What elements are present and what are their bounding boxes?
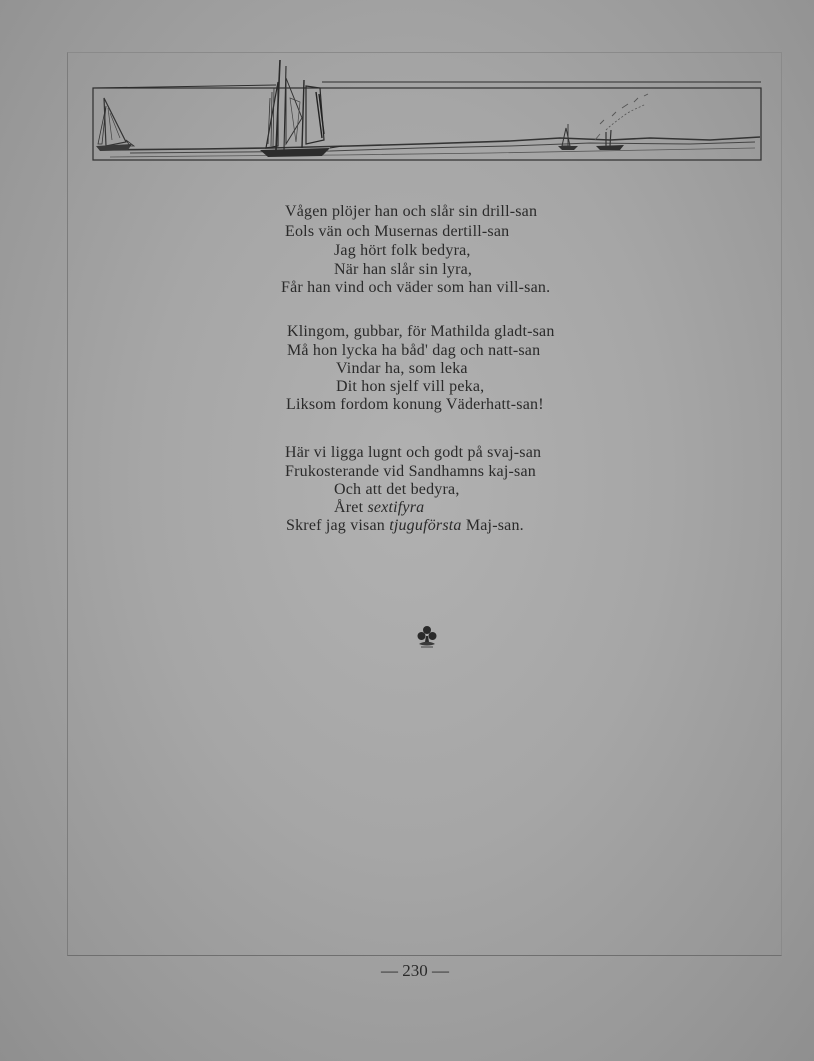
stanza-1-line-1: Vågen plöjer han och slår sin drill-san xyxy=(285,203,538,220)
stanza-2-line-1: Klingom, gubbar, för Mathilda gladt-san xyxy=(287,323,555,340)
stanza-3-line-5-italic: tjuguförsta xyxy=(389,517,462,534)
stanza-3-line-4-text: Året xyxy=(334,499,368,516)
stanza-3-line-2: Frukosterande vid Sandhamns kaj-san xyxy=(285,463,536,480)
stanza-1-line-3: Jag hört folk bedyra, xyxy=(334,242,471,259)
stanza-3-line-5 xyxy=(286,516,524,536)
stanza-1-line-2: Eols vän och Musernas dertill-san xyxy=(285,223,510,240)
stanza-3-line-4-italic: sextifyra xyxy=(367,499,425,516)
page-number: — 230 — xyxy=(381,961,449,980)
stanza-2-line-5: Liksom fordom konung Väderhatt-san! xyxy=(286,396,544,413)
sailing-ships-illustration xyxy=(90,58,762,166)
stanza-3-line-5-suffix: Maj-san. xyxy=(461,517,524,534)
stanza-3-line-3: Och att det bedyra, xyxy=(334,481,460,498)
stanza-3-line-1: Här vi ligga lugnt och godt på svaj-san xyxy=(285,444,542,461)
page-frame xyxy=(67,52,782,956)
stanza-2-line-3: Vindar ha, som leka xyxy=(336,360,468,377)
stanza-2-line-2: Må hon lycka ha båd' dag och natt-san xyxy=(287,342,541,359)
stanza-3-line-4 xyxy=(334,498,424,518)
stanza-1-line-5: Får han vind och väder som han vill-san. xyxy=(281,279,551,296)
club-ornament-icon xyxy=(415,624,439,650)
stanza-3-line-5-text: Skref jag visan xyxy=(286,517,390,534)
stanza-1-line-4: När han slår sin lyra, xyxy=(334,261,473,278)
stanza-2-line-4: Dit hon sjelf vill peka, xyxy=(336,378,485,395)
